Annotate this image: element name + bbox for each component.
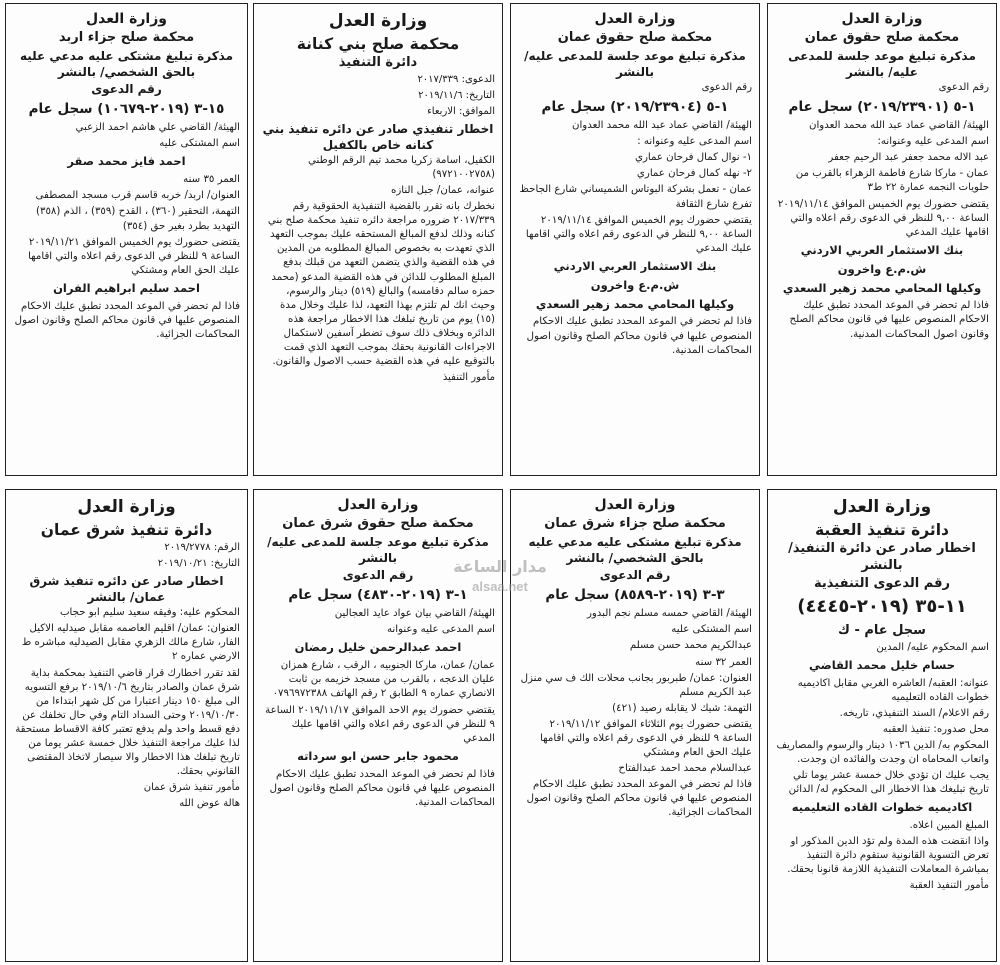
notice-text: فاذا لم تحضر في الموعد المحدد تطبق عليك الاحكام المنصوص عليها في قانون محاكم الصلح وقانون اصول المحاكمات المدنية. <box>526 316 752 356</box>
notice-text: العمر ٣٥ سنه <box>183 174 240 186</box>
notice-text: محل صدوره: تنفيذ العقبه <box>882 723 989 735</box>
plaintiff-name: بنك الاستثمار العربي الاردني <box>800 242 964 257</box>
notice-subject: مذكرة تبليغ مشتكى عليه مدعي عليه بالحق الشخصي/ بالنشر <box>19 49 234 80</box>
plaintiff-name: احمد سليم ابراهيم الفران <box>53 280 200 295</box>
notice-text: يجب عليك ان تؤدي خلال خمسة عشر يوما تلي تاريخ تبليغك هذا الاخطار الى المحكوم له/ الدائن <box>788 770 989 796</box>
case-meta: التاريخ: ٢٠١٩/١١/٦ <box>418 89 495 101</box>
defendant-name: احمد عبدالرحمن خليل رمضان <box>294 640 462 655</box>
case-meta: الرقم: ٢٠١٩/٢٧٧٨ <box>164 542 240 554</box>
notice-east-amman-execution <box>5 489 248 962</box>
notice-text: الهيئة/ القاضي عماد عبد الله محمد العدوان <box>571 120 752 132</box>
notice-text: التهمة، التحقير (٣٦٠) ، القدح (٣٥٩) ، الذم (٣٥٨) التهديد بطرد بغير حق (٣٥٤) <box>36 206 240 232</box>
notice-subject: مذكرة تبليغ موعد جلسة للمدعى عليه/ بالنشر <box>267 535 489 566</box>
notice-text: ٢- نهله كمال فرحان عماري <box>636 168 752 180</box>
case-meta: الموافق: الاربعاء <box>427 105 495 117</box>
company-type: ش.م.ع واخرون <box>837 261 927 276</box>
notice-title: اخطار صادر عن دائره تنفيذ شرق عمان/ بالنشر <box>29 573 224 605</box>
case-label: رقم الدعوى <box>938 82 989 94</box>
ministry-title: وزارة العدل <box>594 11 676 27</box>
plaintiff-name: محمود جابر حسن ابو سرداته <box>297 748 459 763</box>
notice-text: الهيئة/ القاضي حمسه مسلم نجم البدور <box>586 608 752 620</box>
ministry-title: وزارة العدل <box>337 497 419 513</box>
notice-text: فاذا لم تحضر في الموعد المحدد تطبق عليك الاحكام المنصوص عليها في قانون محاكم الصلح وقانون اصول المحاكمات المدنية. <box>789 300 989 340</box>
notice-text: المحكوم به/ الدين ١٠٣٦ دينار والرسوم والمصاريف واتعاب المحاماه ان وجدت والفائده ان وجدت. <box>776 739 989 765</box>
notice-text: فاذا لم تحضر في الموعد المحدد تطبق عليك الاحكام المنصوص عليها في قانون محاكم الصلح وقانون اصول المحاكمات المدنية. <box>269 768 495 808</box>
case-number: ١-٣ (٢٠١٩-٤٨٣٠) سجل عام <box>288 586 468 603</box>
notice-text: المبلغ المبين اعلاه. <box>909 820 989 832</box>
notice-subject: مذكرة تبليغ موعد جلسة للمدعى عليه/ بالنشر <box>524 49 746 80</box>
notice-east-amman-penal-court <box>510 489 760 962</box>
notice-text: ١- نوال كمال فرحان عماري <box>634 152 752 164</box>
notice-text: نخطرك بانه تقرر بالقضية التنفيذية الحقوقية رقم ٢٠١٧/٣٣٩ ضروره مراجعة دائره تنفيذ محكمة صلح بني كنانه وذلك لدفع المبالغ المستحقه عليك بموجب التعهد الذي تعهدت به بخصوص المبالغ المطلوبه من المدين في هذه القضية والذي يتضمن التعهد من قبلك بدفع المبلغ المطلوب للدائن في هذه القضية المدعو (محمد حمزه سالم دقامسه) والبالغ (٥١٩) دينار والرسوم، وحيث انك لم تلتزم بهذا التعهد، لذا عليك وخلال مدة (١٥) يوم من تاريخ تبلغك هذا الاخطار مراجعة هذه الدائره وبخلاف ذلك سوف تضطر آسفين لاستكمال الاجراءات القانونية بحقك بموجب التعهد الذي قمت بالتوقيع عليه في هذه القضية حسب الاصول والقانون. <box>267 201 495 367</box>
defendant-name: عبدالكريم محمد حسن مسلم <box>629 640 752 652</box>
notice-text: الهيئة/ القاضي بيان عواد عايد العجالين <box>334 608 495 620</box>
court-name: محكمة صلح بني كنانة <box>296 35 460 54</box>
ministry-title: وزارة العدل <box>86 11 167 27</box>
notice-title: اخطار صادر عن دائرة التنفيذ/ بالنشر <box>788 541 976 574</box>
lawyer-name: وكيلها المحامي محمد زهير السعدي <box>535 296 735 311</box>
notice-text: اسم المشتكى عليه <box>671 624 752 636</box>
notice-text: المحكوم عليه: وفيقه سعيد سليم ابو حجاب <box>59 607 240 619</box>
notice-subject: مذكرة تبليغ مشتكى عليه مدعي عليه بالحق الشخصي/ بالنشر <box>528 535 742 566</box>
notice-text: اسم المدعى عليه وعنوانه: <box>877 136 989 148</box>
notice-text: يقتضي حضورك يوم الخميس الموافق ٢٠١٩/١١/١٤ الساعة ٩,٠٠ للنظر في الدعوى رقم اعلاه والتي اقامها عليك المدعي <box>525 214 752 254</box>
notice-text: العنوان: عمان/ طبربور بجانب محلات الك ف سي منزل عبد الكريم مسلم <box>520 672 752 698</box>
case-number: ١-٥ (٢٠١٩/٢٣٩٠٤) سجل عام <box>541 98 729 115</box>
lawyer-name: وكيلها المحامي محمد زهير السعدي <box>782 280 982 295</box>
notice-amman-civil-court-23904 <box>510 3 760 476</box>
case-label: رقم الدعوى التنفيذية <box>814 576 950 592</box>
notice-irbid-penal-court <box>5 3 248 476</box>
court-name: محكمة صلح حقوق شرق عمان <box>282 516 474 532</box>
department-name: دائرة تنفيذ شرق عمان <box>40 521 213 540</box>
notice-text: التهمة: شيك لا يقابله رصيد (٤٢١) <box>612 702 752 714</box>
notice-text: لقد تقرر اخطارك قرار قاضي التنفيذ بمحكمة بداية شرق عمان والصادر بتاريخ ٢٠١٩/١٠/٦ برفع التسويه الى مبلغ ١٥٠ دينار اعتبارا من كل شهر ابتداءا من ٢٠١٩/١٠/٣٠ وحتى السداد التام وفي حال تخلفك عن دفع قسط واحد ولم يدفع تعتبر كافة الاقساط مستحقة لذا عليك مراجعة التنفيذ خلال خمسة عشر يوما من تاريخ تبلغك هذا الاخطار والا سيصار لاتخاذ المقتضى القانوني بحقك. <box>15 667 240 778</box>
case-label: رقم الدعوى <box>91 82 162 97</box>
company-type: ش.م.ع واخرون <box>590 277 680 292</box>
case-meta: الدعوى: ٢٠١٧/٣٣٩ <box>417 74 495 86</box>
creditor-name: اكاديميه خطوات القاده التعليميه <box>791 800 973 815</box>
notice-text: يقتضي حضورك يوم الاحد الموافق ٢٠١٩/١١/١٧ الساعة ٩ للنظر في الدعوى رقم اعلاه والتي اقامها عليك المدعي <box>265 704 495 744</box>
notice-text: يقتضى حضورك يوم الثلاثاء الموافق ٢٠١٩/١١/١٢ الساعة ٩ للنظر في الدعوى رقم اعلاه والتي اقامها عليك الحق العام ومشتكي <box>540 718 752 758</box>
ministry-title: وزارة العدل <box>77 497 176 517</box>
notice-title: اخطار تنفيذي صادر عن دائره تنفيذ بني كنانه خاص بالكفيل <box>262 121 494 152</box>
notice-text: عنوانه: العقبه/ العاشره الغربي مقابل اكاديميه خطوات القاده التعليميه <box>797 677 989 703</box>
case-label: رقم الدعوى <box>701 82 752 94</box>
ministry-title: وزارة العدل <box>841 11 923 27</box>
notice-text: الهيئة/ القاضي علي هاشم احمد الزعبي <box>75 122 240 134</box>
notice-text: واذا انقضت هذه المدة ولم تؤد الدين المذكور او تعرض التسوية القانونية ستقوم دائرة التنفيذ بمباشرة المعاملات التنفيذية اللازمة قانونا بحقك. <box>787 836 989 876</box>
case-number: ١١-٣٥ (٢٠١٩-٤٤٤٥) <box>797 595 967 617</box>
notice-text: رقم الاعلام/ السند التنفيذي، تاريخه. <box>839 707 989 719</box>
notice-east-amman-civil-court <box>253 489 503 962</box>
plaintiff-name: عبدالسلام محمد احمد عبدالفتاح <box>618 763 752 775</box>
notice-bani-kinana-execution <box>253 3 503 476</box>
notice-text: عمان - ماركا شارع فاطمة الزهراء بالقرب من حلويات النجمه عمارة ٢٢ ط٣ <box>795 168 989 194</box>
notice-text: يقتضى حضورك يوم الخميس الموافق ٢٠١٩/١١/٢١ الساعة ٩ للنظر في الدعوى رقم اعلاه والتي اقامها عليك الحق العام ومشتكي <box>28 236 240 276</box>
notice-text: اسم المدعى عليه وعنوانه <box>386 624 495 636</box>
notice-text: عنوانه، عمان/ جبل النازه <box>391 185 495 197</box>
court-name: محكمة صلح جزاء اربد <box>58 30 195 46</box>
notice-text: العمر ٣٢ سنه <box>695 656 752 668</box>
debtor-name: حسام خليل محمد القاضي <box>808 657 956 672</box>
notice-text: العنوان/ اربد/ خربه قاسم قرب مسجد المصطفى <box>35 190 240 202</box>
watermark-arabic: مدار الساعة <box>453 557 547 576</box>
signature: مأمور تنفيذ شرق عمان <box>143 782 240 794</box>
notice-subject: مذكرة تبليغ موعد جلسة للمدعى عليه/ بالنشر <box>788 49 976 80</box>
notice-text: عمان/ عمان، ماركا الجنوبيه ، الرقب ، شارع همزان عليان الدعجه ، بالقرب من مسجد خزيمه بن ثابت الانصاري عماره ٩ الطابق ٢ رقم الهاتف ٠٧٩٦٩٧٢٣٨٨ <box>272 660 495 700</box>
ministry-title: وزارة العدل <box>328 11 428 31</box>
watermark-domain: alsaa.net <box>472 578 528 594</box>
plaintiff-name: بنك الاستثمار العربي الاردني <box>553 258 717 273</box>
notice-text: اسم المحكوم عليه/ المدين <box>876 641 989 653</box>
notice-text: اسم المشتكى عليه <box>159 138 240 150</box>
court-name: محكمة صلح حقوق عمان <box>804 30 960 46</box>
case-label: رقم الدعوى <box>342 568 414 583</box>
signature: مأمور التنفيذ العقبة <box>909 880 989 892</box>
defendant-name: احمد فايز محمد صقر <box>67 154 186 169</box>
notice-text: اسم المدعى عليه وعنوانه : <box>637 136 752 148</box>
case-number: ٣-٣ (٢٠١٩-٨٥٨٩) سجل عام <box>545 586 725 603</box>
signature: مأمور التنفيذ <box>442 372 495 384</box>
case-number: ١-٥ (٢٠١٩/٢٣٩٠١) سجل عام <box>788 98 976 115</box>
notice-aqaba-execution <box>767 489 997 962</box>
signature-name: هالة عوض الله <box>179 797 240 809</box>
department-name: دائرة التنفيذ <box>338 55 418 71</box>
notice-amman-civil-court-23901 <box>767 3 997 476</box>
court-name: محكمة صلح حقوق عمان <box>557 30 713 46</box>
notice-text: الهيئة/ القاضي عماد عبد الله محمد العدوان <box>808 120 989 132</box>
notice-text: العنوان: عمان/ اقليم العاصمه مقابل صيدليه الاكيل الفار، شارع مالك الزهري مقابل الصيدليه مباشره ط الارضي عماره ٢ <box>21 623 240 663</box>
ministry-title: وزارة العدل <box>832 497 932 517</box>
case-meta: التاريخ: ٢٠١٩/١٠/٢١ <box>157 558 240 570</box>
notice-text: عبد الاله محمد جعفر عبد الرحيم جعفر <box>828 152 989 164</box>
notice-text: يقتضى حضورك يوم الخميس الموافق ٢٠١٩/١١/١٤ الساعة ٩,٠٠ للنظر في الدعوى رقم اعلاه والتي اقامها عليك المدعي <box>777 198 989 238</box>
department-name: دائرة تنفيذ العقبة <box>814 521 950 540</box>
case-number: ١٥-٣ (٢٠١٩-١٠٦٧٩) سجل عام <box>28 100 225 117</box>
case-label: رقم الدعوى <box>599 568 671 583</box>
case-register: سجل عام - ك <box>838 622 926 638</box>
notice-text: الكفيل، اسامة زكريا محمد تيم الرقم الوطني (٩٧٢١٠٠٢٧٥٨) <box>308 154 495 180</box>
notice-text: فاذا لم تحضر في الموعد المحدد تطبق عليك الاحكام المنصوص عليها في قانون محاكم الصلح وقانون اصول المحاكمات الجزائية. <box>526 779 752 819</box>
ministry-title: وزارة العدل <box>594 497 676 513</box>
notice-text: فاذا لم تحضر في الموعد المحدد تطبق عليك الاحكام المنصوص عليها في قانون محاكم الصلح وقانون اصول المحاكمات الجزائية. <box>14 300 240 340</box>
notice-text: عمان - تعمل بشركة البوتاس الشميساني شارع الجاحظ تفرع شارع الثقافة <box>519 184 752 210</box>
court-name: محكمة صلح جزاء شرق عمان <box>544 516 726 532</box>
